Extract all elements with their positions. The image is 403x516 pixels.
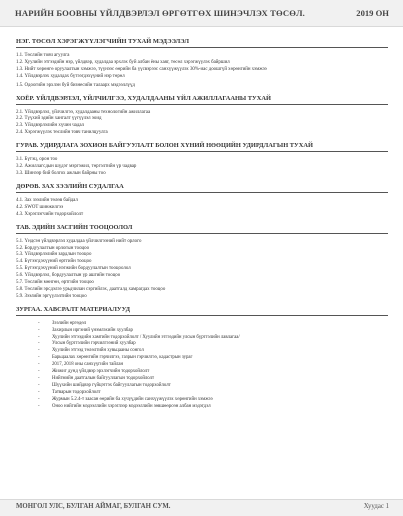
dash-bullet-icon: -: [38, 396, 40, 402]
list-item: 5.4. Бүтээгдэхүүний өртгийн тооцоо: [16, 259, 92, 265]
list-item: [16, 348, 388, 355]
list-item: 2.1. Үйлдвэрлэл, үйлчилгээ, худалдааны технологийн ажиллагаа: [16, 109, 151, 115]
list-item: 3.1. Бүтэц, орон тоо: [16, 157, 58, 163]
dash-bullet-icon: -: [38, 320, 40, 326]
page-number: Хуудас 1: [363, 503, 389, 510]
list-item: 4.3. Хэрэглэгчийн тодорхойлолт: [16, 211, 84, 217]
list-item-text: Барьцаалах хөрөнгийн гэрчилгээ, газрын гэрчилгээ, кадастрын зураг: [52, 355, 193, 361]
list-item: 4.1. Зах зээлийн төлөв байдал: [16, 197, 78, 203]
list-item: [16, 321, 388, 328]
list-item-text: Жижиг дунд үйлдвэр эрхлэгчийн тодорхойлолт: [52, 369, 150, 375]
page-header: [0, 0, 403, 27]
list-item: 2.2. Түүхий эдийн хангалт үүгүүлэл эоид: [16, 116, 102, 122]
section-title: ЗУРГАА. ХАВСРАЛТ МАТЕРИАЛУУД: [16, 306, 388, 316]
list-item: [16, 362, 388, 369]
section-title: ТАВ. ЭДИЙН ЗАСГИЙН ТООЦООЛОЛ: [16, 224, 388, 234]
dash-bullet-icon: -: [38, 348, 40, 354]
dash-bullet-icon: -: [38, 362, 40, 368]
list-item: 5.7. Төслийн мөнгөн, өртгийн тооцоо: [16, 280, 94, 286]
list-item: 2.4. Хэрэгжүүлэх төслийн товч танилцуулга: [16, 130, 108, 136]
list-item-text: Журмын 5.2.4-т заасан өөрийн ба хүчүүдийн санхүүжүүлэх хөрөнгийн хэмжээ: [52, 396, 213, 402]
list-item: 1.3. Нийт хөрөнгө оруулалтын хэмжээ, түүнээс өөрийн ба үүсвэрээс санхүүжүүлэх 30%-иас доошгүй хөрөнгийн хэмжээ: [16, 66, 267, 72]
list-item: [16, 335, 388, 342]
list-item-text: Нийгмийн даатгалын байгууллагын тодорхойлолт: [52, 376, 155, 381]
section-items: [16, 198, 388, 219]
list-item-text: Татварын тодорхойлолт: [52, 389, 101, 395]
document-year: 2019 ОН: [356, 8, 389, 18]
list-item: [16, 376, 388, 383]
list-item: 5.9. Зээлийн эргүүлэлтийн тооцоо: [16, 293, 87, 299]
table-of-contents: [16, 38, 388, 411]
list-item: 5.8. Төслийн эрсдэлээ урьдчилан сэргийлэх, даатгалд хамрагдах тооцоо: [16, 286, 166, 292]
list-item: [16, 404, 388, 411]
dash-bullet-icon: -: [38, 382, 40, 388]
dash-bullet-icon: -: [38, 341, 40, 347]
section-title: ГУРАВ. УДИРДЛАГА ЗОХИОН БАЙГУУЛАЛТ БОЛОН ХҮНИЙ НӨӨЦИЙН УДИРДЛАГЫН ТУХАЙ: [16, 142, 388, 152]
dash-bullet-icon: -: [38, 376, 40, 381]
document-title: НАРИЙН БООВНЫ ҮЙЛДВЭРЛЭЛ ӨРГӨТГӨХ ШИНЭЧЛЭХ ТӨСӨЛ.: [15, 8, 305, 18]
dash-bullet-icon: -: [38, 334, 40, 340]
section-title: ХОЁР. ҮЙЛДВЭРЛЭЛ, ҮЙЛЧИЛГЭЭ, ХУДАЛДААНЫ ҮЙЛ АЖИЛЛАГААНЫ ТУХАЙ: [16, 95, 388, 105]
list-item: 5.1. Үндсэн үйлдвэрлэл худалдаа үйлчилгээний нийт орлого: [16, 238, 142, 244]
section-items: [16, 53, 388, 90]
section-items: [16, 110, 388, 138]
dash-bullet-icon: -: [38, 389, 40, 395]
list-item: 2.3. Үйлдвэрлэлийн хүчин чадал: [16, 123, 84, 129]
list-item: 3.3. Шинээр бий болгох ажлын байрны тоо: [16, 170, 106, 176]
list-item-text: Хуулийн этгээдийн хамтийн тодорхойлолт / Хуулийн этгээдийн улсын бүртгэлийн лавлагаа/: [52, 334, 240, 340]
list-item: 4.2. SWOT шинжилгээ: [16, 204, 64, 210]
list-item: 1.5. Одоогийн эрхлэн буй бизнесийн талаарх мэдээллүүд: [16, 82, 135, 88]
dash-bullet-icon: -: [38, 327, 40, 333]
list-item-text: Зээлийн өргөдөл: [52, 320, 87, 326]
list-item: [16, 390, 388, 397]
page-footer: [0, 499, 403, 516]
list-item-text: 2017, 2018 оны санхүүгийн тайлан: [52, 362, 124, 368]
list-item: 1.2. Хуулийн этгээдийн нэр, үйлдвэр, худалдаа эрхлэх буй албан ёны хаяг, төсөл хэрэгжүүлэх байршил: [16, 59, 230, 65]
list-item: [16, 383, 388, 390]
list-item: 1.4. Үйлдвэрлэх худалдах бүтээгдэхүүний нэр төрөл: [16, 73, 125, 79]
section-title: НЭГ. ТӨСӨЛ ХЭРЭГЖҮҮЛЭГЧИЙН ТУХАЙ МЭДЭЭЛЭЛ: [16, 38, 388, 48]
list-item: 5.3. Үйлдвэрлэлийн зардлын тооцоо: [16, 252, 92, 258]
dash-bullet-icon: -: [38, 355, 40, 361]
list-item-text: Хуулийн этгээд төлөлтийн хувьцааны сонгол: [52, 348, 144, 354]
list-item: [16, 397, 388, 404]
list-item-text: Шүүхийн шийдвэр гүйцэтгэх байгууллагын тодорхойлолт: [52, 382, 171, 388]
list-item: [16, 328, 388, 335]
footer-location: МОНГОЛ УЛС, БУЛГАН АЙМАГ, БУЛГАН СУМ.: [16, 503, 171, 510]
section-items: [16, 239, 388, 301]
list-item-text: Оноо нийгийн мэдээллийн хэрэглээр мэдээллийн зөвшөөрсөн албан мэдэгдэл: [52, 403, 211, 409]
attachment-list: [16, 321, 388, 411]
dash-bullet-icon: -: [38, 403, 40, 409]
list-item: 1.1. Төслийн товч агуулга: [16, 53, 70, 58]
list-item: 5.6. Үйлдвэрлэл, бордуулалтын үр ашгийн тооцоо: [16, 273, 121, 279]
list-item: 5.5. Бүтээгдэхүүний нэгжийн бордуулалтын тооцоолол: [16, 266, 131, 272]
list-item: [16, 355, 388, 362]
list-item: [16, 369, 388, 376]
list-item: 3.2. Ажиллагсдын шүдэг мэргэжил, төргэлтийн үр чадвар: [16, 164, 137, 170]
dash-bullet-icon: -: [38, 369, 40, 375]
section-title: ДӨРӨВ. ЗАХ ЗЭЭЛИЙН СУДАЛГАА: [16, 183, 388, 193]
list-item-text: Захирлын иргэний үнэмлэхийн хуулбар: [52, 327, 133, 333]
list-item-text: Улсын бүртгэлийн гэрчилгээний хуулбар: [52, 341, 136, 347]
list-item: 5.2. Бордуулалтын орлогын тооцоо: [16, 245, 90, 251]
list-item: [16, 341, 388, 348]
section-items: [16, 157, 388, 178]
